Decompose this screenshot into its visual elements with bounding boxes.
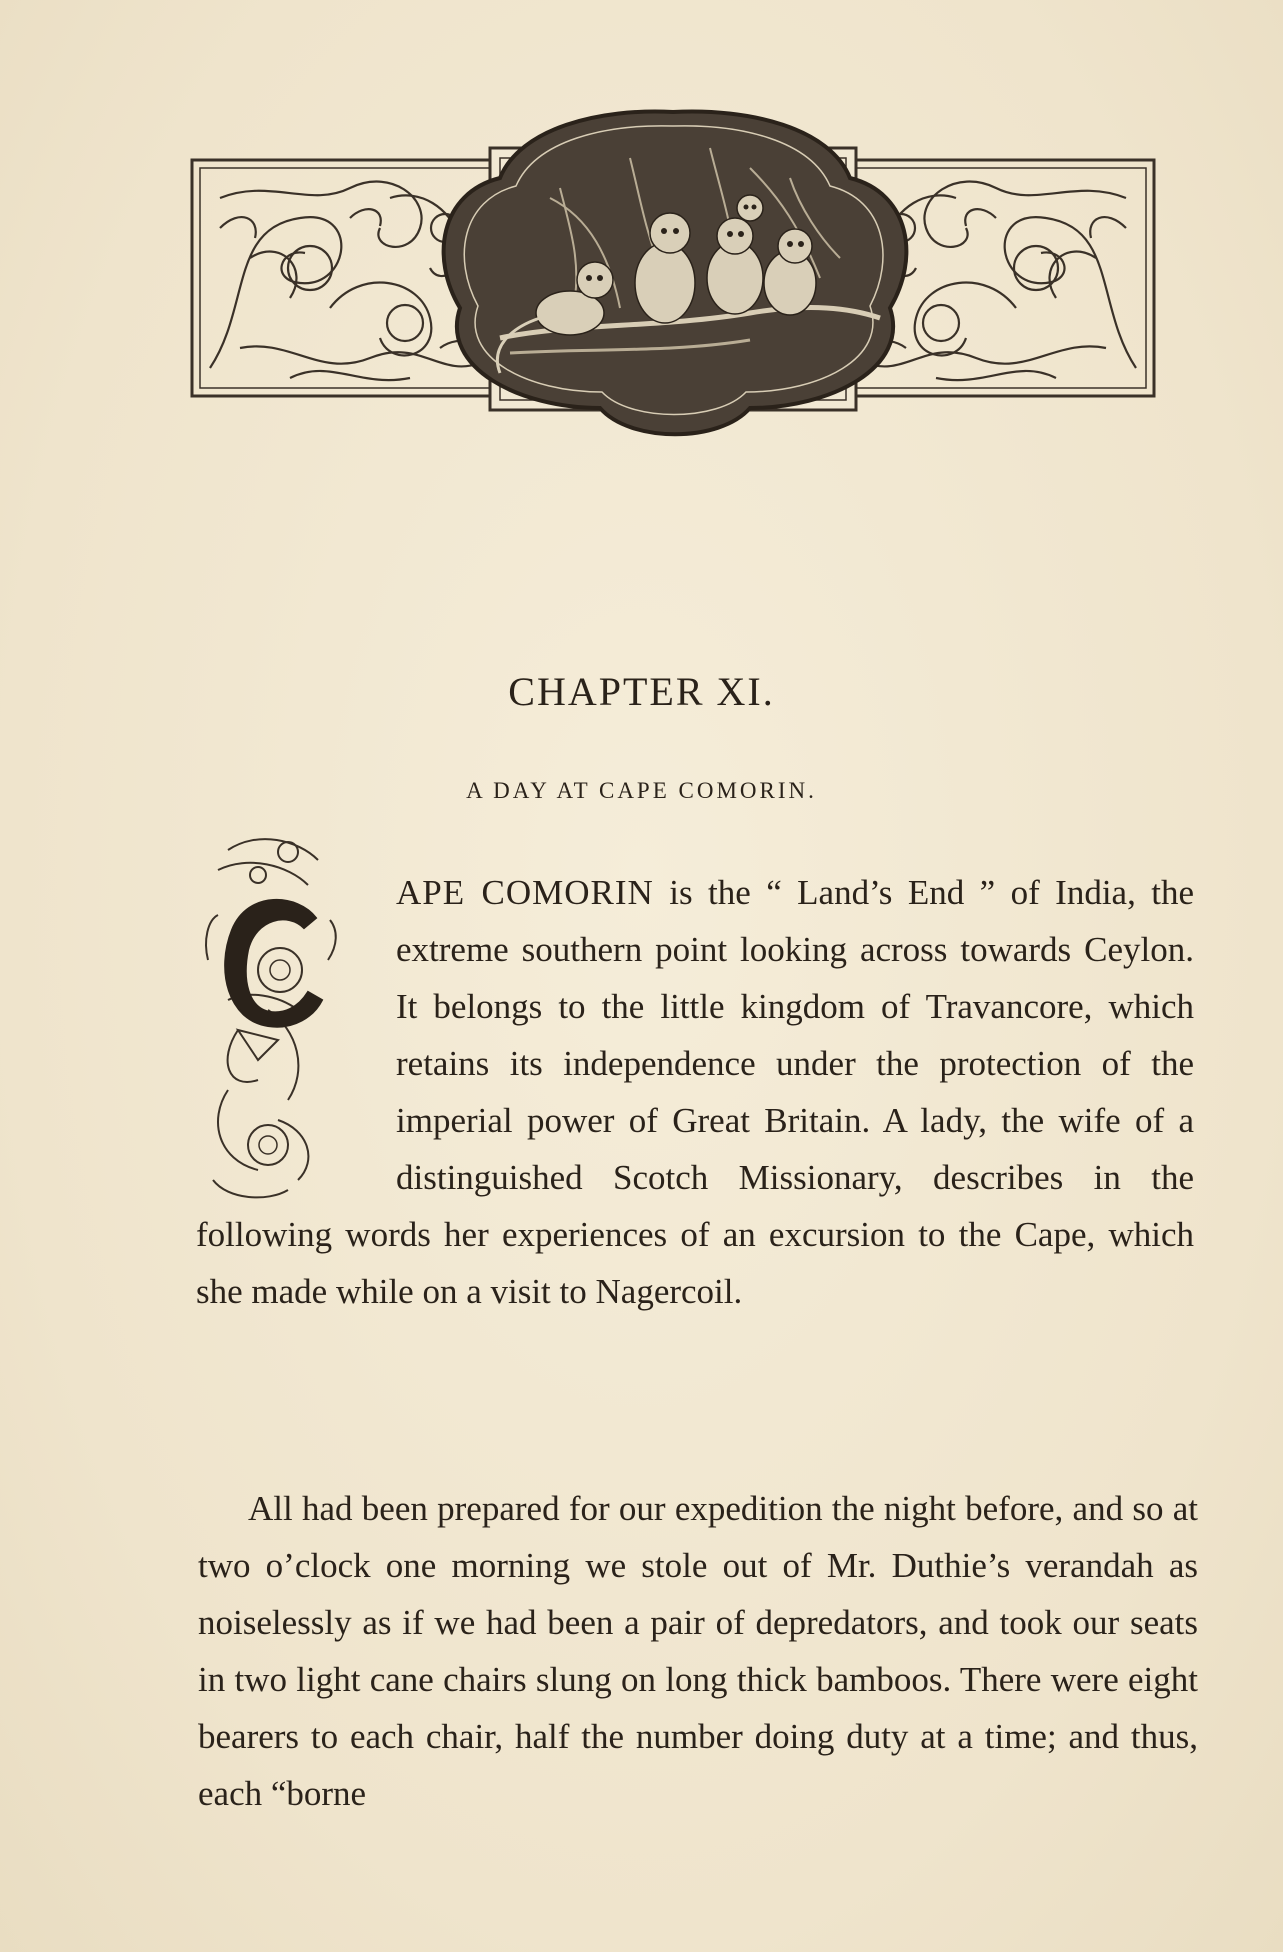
- drop-cap-space: [196, 864, 396, 1206]
- chapter-title: CHAPTER XI.: [508, 669, 775, 714]
- paragraph-1-lead: APE COMORIN: [396, 873, 654, 912]
- paragraph-1-text: is the “ Land’s End ” of India, the extreme southern point looking across towards Ceylon. It belongs to the little kingdom of Travancore, which retains its independence under the protection of the imperial power of Great Britain. A lady, the wife of a distinguished Scotch Missionary, describes in the following words her experiences of an excursion to the Cape, which she made while on a visit to Nagercoil.: [196, 873, 1195, 1311]
- chapter-subtitle: A DAY AT CAPE COMORIN.: [466, 778, 817, 803]
- paragraph-1: [196, 864, 1194, 1320]
- monkeys-vignette-icon: [190, 108, 1156, 448]
- paragraph-2: All had been prepared for our expedition the night before, and so at two o’clock one morning we stole out of Mr. Duthie’s verandah as noiselessly as if we had been a pair of depredators, and took our seats in two light cane chairs slung on long thick bamboos. There were eight bearers to each chair, half the number doing duty at a time; and thus, each “borne: [198, 1489, 1198, 1813]
